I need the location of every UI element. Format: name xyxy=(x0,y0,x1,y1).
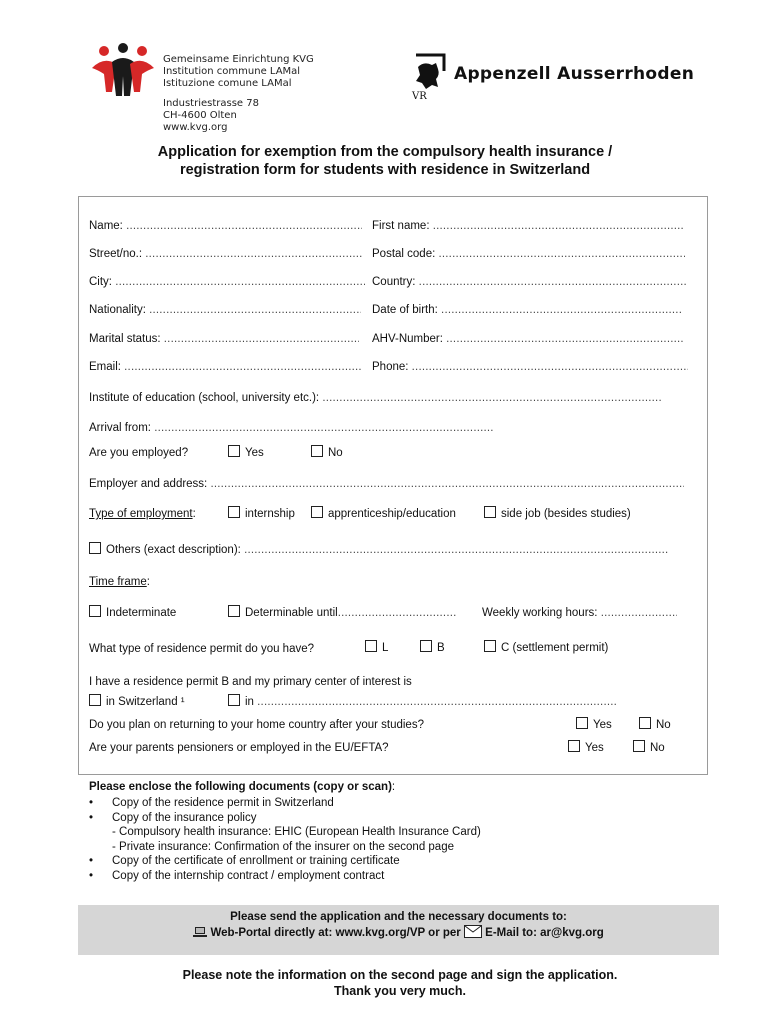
first-name-label: First name: xyxy=(372,220,430,232)
permit-c-label: C (settlement permit) xyxy=(501,642,609,654)
permit-b-label: B xyxy=(437,642,445,654)
note-line-2: Thank you very much. xyxy=(334,984,466,998)
in-other-label: in xyxy=(245,696,254,708)
determinable-option[interactable] xyxy=(228,605,456,619)
list-item: • Copy of the certificate of enrollment or training certificate xyxy=(89,854,481,869)
internship-option[interactable] xyxy=(228,506,295,520)
kvg-address xyxy=(163,98,259,134)
arrival-field[interactable] xyxy=(89,422,494,434)
send-instructions-box xyxy=(78,905,719,955)
determinable-checkbox[interactable] xyxy=(228,605,240,617)
email-field[interactable] xyxy=(89,361,362,373)
permit-l-checkbox[interactable] xyxy=(365,640,377,652)
email-label: Email: xyxy=(89,361,121,373)
in-other-checkbox[interactable] xyxy=(228,694,240,706)
return-question: Do you plan on returning to your home country after your studies? xyxy=(89,719,424,731)
parents-no-option[interactable] xyxy=(633,740,665,754)
return-yes-checkbox[interactable] xyxy=(576,717,588,729)
nationality-field[interactable] xyxy=(89,304,361,316)
computer-icon xyxy=(193,926,207,938)
yes-label: Yes xyxy=(593,719,612,731)
apprenticeship-option[interactable] xyxy=(311,506,456,520)
no-label: No xyxy=(328,447,343,459)
send-line-1: Please send the application and the necessary documents to: xyxy=(230,911,567,923)
indeterminate-option[interactable] xyxy=(89,605,176,619)
determinable-label: Determinable until xyxy=(245,607,338,619)
parents-yes-option[interactable] xyxy=(568,740,604,754)
email-text: E-Mail to: ar@kvg.org xyxy=(485,927,604,939)
employer-label: Employer and address: xyxy=(89,478,208,490)
address-line: www.kvg.org xyxy=(163,122,228,133)
sub-list-item: - Compulsory health insurance: EHIC (European Health Insurance Card) xyxy=(112,826,481,839)
marital-status-label: Marital status: xyxy=(89,333,161,345)
final-note xyxy=(0,967,770,999)
country-field[interactable] xyxy=(372,276,687,288)
list-item: • Copy of the residence permit in Switzerland xyxy=(89,796,481,811)
city-label: City: xyxy=(89,276,112,288)
yes-label: Yes xyxy=(245,447,264,459)
street-field[interactable] xyxy=(89,248,363,260)
documents-heading: Please enclose the following documents (copy or scan): xyxy=(89,781,396,793)
permit-c-checkbox[interactable] xyxy=(484,640,496,652)
sub-list-item: - Private insurance: Confirmation of the insurer on the second page xyxy=(112,840,454,853)
documents-list xyxy=(89,796,481,884)
kvg-line: Istituzione comune LAMal xyxy=(163,78,292,89)
envelope-icon xyxy=(464,925,482,938)
date-of-birth-field[interactable] xyxy=(372,304,681,316)
apprenticeship-label: apprenticeship/education xyxy=(328,508,456,520)
employed-no-checkbox[interactable] xyxy=(311,445,323,457)
in-switzerland-option[interactable] xyxy=(89,694,185,708)
form-title xyxy=(0,143,770,179)
country-label: Country: xyxy=(372,276,416,288)
date-of-birth-label: Date of birth: xyxy=(372,304,438,316)
note-line-1: Please note the information on the second page and sign the application. xyxy=(182,968,618,982)
in-switzerland-label: in Switzerland ¹ xyxy=(106,696,185,708)
postal-code-label: Postal code: xyxy=(372,248,436,260)
apprenticeship-checkbox[interactable] xyxy=(311,506,323,518)
address-line: CH-4600 Olten xyxy=(163,110,237,121)
employed-question: Are you employed? xyxy=(89,447,189,459)
others-label: Others (exact description): xyxy=(106,544,241,556)
side-job-option[interactable] xyxy=(484,506,631,520)
send-line-2 xyxy=(78,925,719,941)
web-portal-text: Web-Portal directly at: www.kvg.org/VP or per xyxy=(210,927,461,939)
employed-yes-option[interactable] xyxy=(228,445,264,459)
yes-label: Yes xyxy=(585,742,604,754)
marital-status-field[interactable] xyxy=(89,333,359,345)
return-no-option[interactable] xyxy=(639,717,671,731)
city-field[interactable] xyxy=(89,276,365,288)
kvg-institution-names xyxy=(163,54,314,90)
canton-name: Appenzell Ausserrhoden xyxy=(454,64,695,84)
address-line: Industriestrasse 78 xyxy=(163,98,259,109)
residence-question: What type of residence permit do you have? xyxy=(89,643,315,655)
list-item: • Copy of the insurance policy xyxy=(89,811,481,826)
appenzell-bear-logo xyxy=(410,53,448,103)
parents-yes-checkbox[interactable] xyxy=(568,740,580,752)
arrival-label: Arrival from: xyxy=(89,422,151,434)
institute-label: Institute of education (school, university etc.): xyxy=(89,392,320,404)
weekly-hours-label: Weekly working hours: xyxy=(482,607,598,619)
institute-field[interactable] xyxy=(89,392,662,404)
parents-no-checkbox[interactable] xyxy=(633,740,645,752)
title-line-2: registration form for students with residence in Switzerland xyxy=(179,162,591,178)
weekly-hours-field[interactable] xyxy=(482,607,677,619)
nationality-label: Nationality: xyxy=(89,304,146,316)
time-frame-label: Time frame: xyxy=(89,576,150,588)
permit-b-interest-text: I have a residence permit B and my primary center of interest is xyxy=(89,676,412,688)
indeterminate-checkbox[interactable] xyxy=(89,605,101,617)
employer-field[interactable] xyxy=(89,478,684,490)
permit-c-option[interactable] xyxy=(484,640,608,654)
return-no-checkbox[interactable] xyxy=(639,717,651,729)
employed-yes-checkbox[interactable] xyxy=(228,445,240,457)
return-yes-option[interactable] xyxy=(576,717,612,731)
street-label: Street/no.: xyxy=(89,248,143,260)
internship-checkbox[interactable] xyxy=(228,506,240,518)
phone-label: Phone: xyxy=(372,361,409,373)
type-employment-label: Type of employment: xyxy=(89,508,196,520)
phone-field[interactable] xyxy=(372,361,688,373)
name-field[interactable] xyxy=(89,220,362,232)
internship-label: internship xyxy=(245,508,295,520)
indeterminate-label: Indeterminate xyxy=(106,607,177,619)
canton-logo-text: VR xyxy=(412,91,427,102)
in-other-option[interactable] xyxy=(228,694,617,708)
kvg-line: Gemeinsame Einrichtung KVG xyxy=(163,54,314,65)
first-name-field[interactable] xyxy=(372,220,685,232)
ahv-number-field[interactable] xyxy=(372,333,684,345)
side-job-checkbox[interactable] xyxy=(484,506,496,518)
postal-code-field[interactable] xyxy=(372,248,685,260)
others-field[interactable] xyxy=(89,542,668,556)
parents-question: Are your parents pensioners or employed in the EU/EFTA? xyxy=(89,742,389,754)
others-checkbox[interactable] xyxy=(89,542,101,554)
permit-l-label: L xyxy=(382,642,389,654)
name-label: Name: xyxy=(89,220,123,232)
permit-b-option[interactable] xyxy=(420,640,445,654)
no-label: No xyxy=(650,742,665,754)
no-label: No xyxy=(656,719,671,731)
side-job-label: side job (besides studies) xyxy=(501,508,631,520)
employed-no-option[interactable] xyxy=(311,445,343,459)
kvg-logo xyxy=(90,42,156,100)
title-line-1: Application for exemption from the compulsory health insurance / xyxy=(157,144,613,160)
in-switzerland-checkbox[interactable] xyxy=(89,694,101,706)
kvg-line: Institution commune LAMal xyxy=(163,66,301,77)
ahv-number-label: AHV-Number: xyxy=(372,333,443,345)
permit-b-checkbox[interactable] xyxy=(420,640,432,652)
list-item: • Copy of the internship contract / employment contract xyxy=(89,869,481,884)
permit-l-option[interactable] xyxy=(365,640,388,654)
